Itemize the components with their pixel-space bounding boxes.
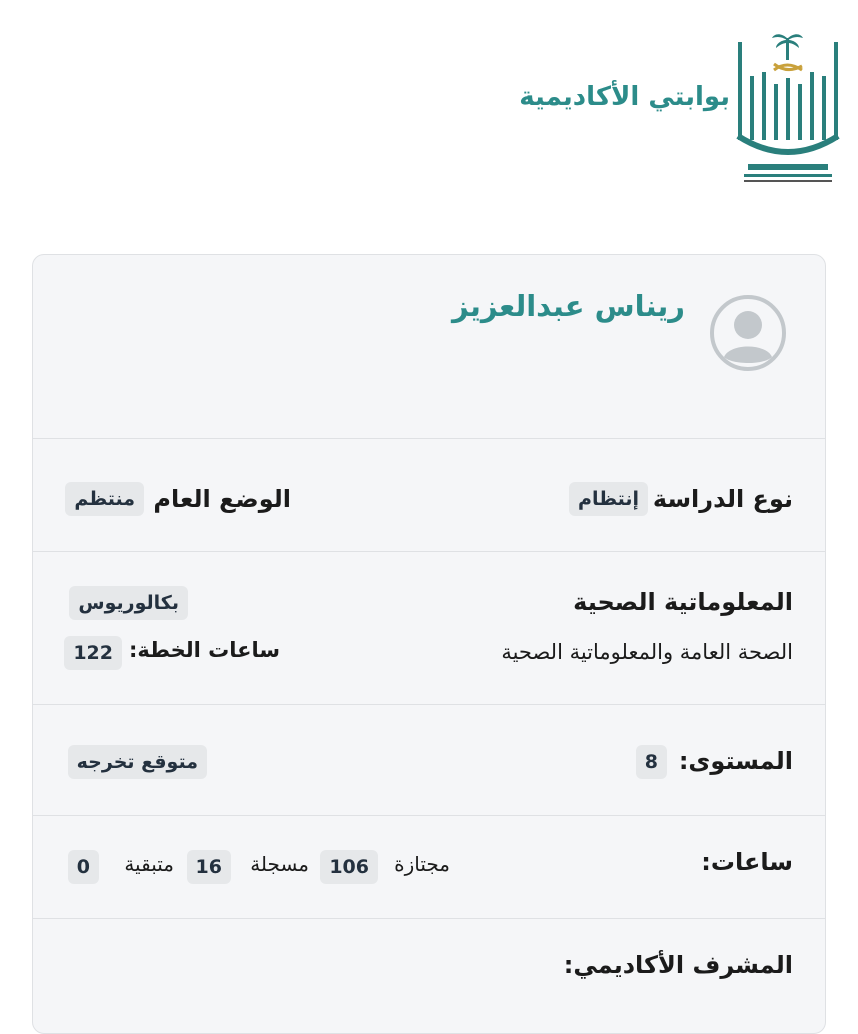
plan-hours-badge: 122: [64, 636, 122, 670]
passed-hours-badge: 106: [320, 850, 378, 884]
plan-hours-label: ساعات الخطة:: [129, 638, 280, 662]
user-avatar-icon: [710, 295, 786, 371]
remaining-hours-badge: 0: [68, 850, 99, 884]
status-row: [33, 438, 825, 551]
student-name: ريناس عبدالعزيز: [452, 289, 685, 323]
level-label: المستوى:: [678, 747, 793, 775]
advisor-row: [33, 918, 825, 1034]
program-row: [33, 551, 825, 704]
hours-label: ساعات:: [701, 848, 793, 876]
remaining-hours-label: متبقية: [124, 852, 174, 876]
study-type-badge: إنتظام: [569, 482, 648, 516]
academic-advisor-label: المشرف الأكاديمي:: [563, 951, 793, 979]
portal-title: بوابتي الأكاديمية: [519, 82, 730, 112]
level-row: [33, 704, 825, 815]
registered-hours-label: مسجلة: [250, 852, 309, 876]
page-header: [0, 0, 858, 210]
university-logo-icon: [736, 28, 840, 193]
study-type-label: نوع الدراسة: [652, 485, 793, 513]
general-status-label: الوضع العام: [153, 485, 291, 513]
graduation-status-badge: متوقع تخرجه: [68, 745, 207, 779]
hours-row: [33, 815, 825, 918]
college-name: الصحة العامة والمعلوماتية الصحية: [501, 640, 793, 664]
level-badge: 8: [636, 745, 667, 779]
student-profile-card: [32, 254, 826, 1034]
passed-hours-label: مجتازة: [394, 852, 450, 876]
major-name: المعلوماتية الصحية: [573, 588, 793, 616]
general-status-badge: منتظم: [65, 482, 144, 516]
registered-hours-badge: 16: [187, 850, 231, 884]
degree-badge: بكالوريوس: [69, 586, 188, 620]
